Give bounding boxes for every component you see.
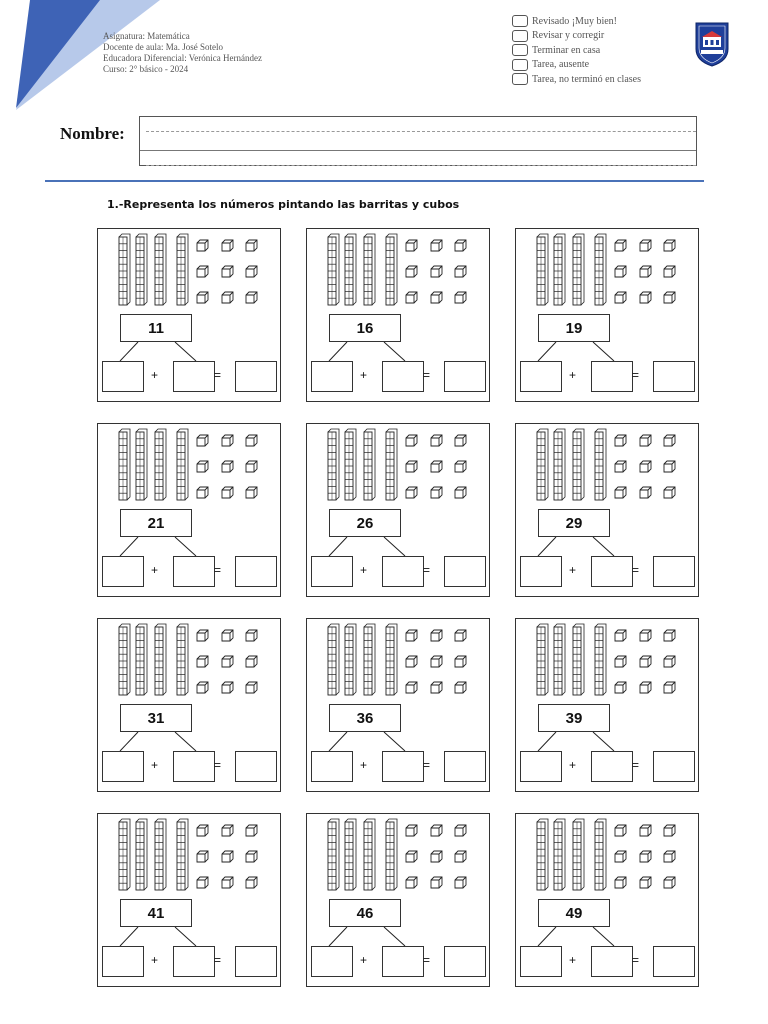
unit-cube[interactable] xyxy=(406,240,417,251)
unit-cube[interactable] xyxy=(197,487,208,498)
tens-answer-box[interactable] xyxy=(311,751,353,782)
unit-cube[interactable] xyxy=(615,825,626,836)
unit-cube[interactable] xyxy=(222,825,233,836)
special-educator-line: Educadora Diferencial: Verónica Hernández xyxy=(103,53,262,63)
unit-cube[interactable] xyxy=(640,877,651,888)
units-answer-box[interactable] xyxy=(382,751,424,782)
units-answer-box[interactable] xyxy=(173,361,215,392)
unit-cube[interactable] xyxy=(406,825,417,836)
unit-cube[interactable] xyxy=(222,682,233,693)
unit-cube[interactable] xyxy=(197,851,208,862)
plus-sign: + xyxy=(569,368,577,382)
unit-cube[interactable] xyxy=(615,487,626,498)
equals-sign: = xyxy=(423,758,431,772)
exercise-card xyxy=(515,228,699,402)
plus-sign: + xyxy=(151,953,159,967)
unit-cube[interactable] xyxy=(222,461,233,472)
ten-rod[interactable] xyxy=(537,819,548,890)
check-label: Terminar en casa xyxy=(532,44,601,56)
ten-rod[interactable] xyxy=(328,429,339,500)
equals-sign: = xyxy=(632,953,640,967)
review-checklist xyxy=(512,14,641,87)
unit-cube[interactable] xyxy=(664,292,675,303)
ten-rod[interactable] xyxy=(573,429,584,500)
ten-rod[interactable] xyxy=(119,819,130,890)
unit-cube[interactable] xyxy=(222,877,233,888)
school-seal-logo xyxy=(692,19,732,67)
ten-rod[interactable] xyxy=(364,624,375,695)
equals-sign: = xyxy=(632,368,640,382)
unit-cube[interactable] xyxy=(664,825,675,836)
total-answer-box[interactable] xyxy=(653,361,695,392)
base-ten-blocks xyxy=(307,229,491,369)
unit-cube[interactable] xyxy=(197,240,208,251)
equals-sign: = xyxy=(423,563,431,577)
unit-cube[interactable] xyxy=(615,435,626,446)
equals-sign: = xyxy=(214,758,222,772)
tens-answer-box[interactable] xyxy=(520,946,562,977)
equals-sign: = xyxy=(214,563,222,577)
ten-rod[interactable] xyxy=(364,429,375,500)
unit-cube[interactable] xyxy=(246,630,257,641)
target-number: 36 xyxy=(329,704,401,732)
unit-cube[interactable] xyxy=(431,461,442,472)
ten-rod[interactable] xyxy=(136,819,147,890)
total-answer-box[interactable] xyxy=(653,751,695,782)
ten-rod[interactable] xyxy=(119,624,130,695)
ten-rod[interactable] xyxy=(155,234,166,305)
ten-rod[interactable] xyxy=(386,624,397,695)
unit-cube[interactable] xyxy=(615,292,626,303)
unit-cube[interactable] xyxy=(615,630,626,641)
exercise-card xyxy=(97,618,281,792)
tens-answer-box[interactable] xyxy=(102,751,144,782)
unit-cube[interactable] xyxy=(431,825,442,836)
ten-rod[interactable] xyxy=(155,429,166,500)
unit-cube[interactable] xyxy=(664,656,675,667)
tens-answer-box[interactable] xyxy=(311,946,353,977)
total-answer-box[interactable] xyxy=(444,556,486,587)
exercise-card xyxy=(515,423,699,597)
unit-cube[interactable] xyxy=(431,266,442,277)
unit-cube[interactable] xyxy=(455,656,466,667)
plus-sign: + xyxy=(569,563,577,577)
ten-rod[interactable] xyxy=(537,429,548,500)
unit-cube[interactable] xyxy=(197,825,208,836)
unit-cube[interactable] xyxy=(197,682,208,693)
unit-cube[interactable] xyxy=(431,630,442,641)
base-ten-blocks xyxy=(98,424,282,564)
unit-cube[interactable] xyxy=(640,656,651,667)
ten-rod[interactable] xyxy=(386,819,397,890)
ten-rod[interactable] xyxy=(136,234,147,305)
units-answer-box[interactable] xyxy=(591,556,633,587)
exercise-card xyxy=(97,423,281,597)
unit-cube[interactable] xyxy=(615,240,626,251)
unit-cube[interactable] xyxy=(455,266,466,277)
ten-rod[interactable] xyxy=(328,819,339,890)
base-ten-blocks xyxy=(98,619,282,759)
unit-cube[interactable] xyxy=(246,240,257,251)
unit-cube[interactable] xyxy=(222,487,233,498)
unit-cube[interactable] xyxy=(664,487,675,498)
checkbox[interactable] xyxy=(512,15,528,27)
units-answer-box[interactable] xyxy=(173,946,215,977)
unit-cube[interactable] xyxy=(246,851,257,862)
unit-cube[interactable] xyxy=(431,877,442,888)
base-ten-blocks xyxy=(98,229,282,369)
unit-cube[interactable] xyxy=(246,877,257,888)
tens-answer-box[interactable] xyxy=(311,556,353,587)
units-answer-box[interactable] xyxy=(382,361,424,392)
unit-cube[interactable] xyxy=(406,292,417,303)
unit-cube[interactable] xyxy=(197,435,208,446)
unit-cube[interactable] xyxy=(246,435,257,446)
base-ten-blocks xyxy=(98,814,282,954)
ten-rod[interactable] xyxy=(119,234,130,305)
unit-cube[interactable] xyxy=(640,682,651,693)
total-answer-box[interactable] xyxy=(235,946,277,977)
total-answer-box[interactable] xyxy=(444,361,486,392)
base-ten-blocks xyxy=(516,424,700,564)
tens-answer-box[interactable] xyxy=(311,361,353,392)
unit-cube[interactable] xyxy=(640,435,651,446)
unit-cube[interactable] xyxy=(664,435,675,446)
equals-sign: = xyxy=(423,953,431,967)
ten-rod[interactable] xyxy=(136,624,147,695)
plus-sign: + xyxy=(360,758,368,772)
plus-sign: + xyxy=(569,758,577,772)
unit-cube[interactable] xyxy=(455,292,466,303)
checkbox[interactable] xyxy=(512,44,528,56)
unit-cube[interactable] xyxy=(431,851,442,862)
units-answer-box[interactable] xyxy=(173,751,215,782)
check-label: Tarea, ausente xyxy=(532,59,590,71)
target-number: 21 xyxy=(120,509,192,537)
target-number: 46 xyxy=(329,899,401,927)
total-answer-box[interactable] xyxy=(235,751,277,782)
unit-cube[interactable] xyxy=(615,851,626,862)
ten-rod[interactable] xyxy=(573,234,584,305)
ten-rod[interactable] xyxy=(573,624,584,695)
unit-cube[interactable] xyxy=(431,682,442,693)
unit-cube[interactable] xyxy=(640,851,651,862)
target-number: 29 xyxy=(538,509,610,537)
exercise-card xyxy=(97,813,281,987)
total-answer-box[interactable] xyxy=(653,556,695,587)
plus-sign: + xyxy=(360,563,368,577)
unit-cube[interactable] xyxy=(455,825,466,836)
check-item xyxy=(512,58,641,73)
unit-cube[interactable] xyxy=(406,487,417,498)
ten-rod[interactable] xyxy=(136,429,147,500)
ten-rod[interactable] xyxy=(155,624,166,695)
unit-cube[interactable] xyxy=(406,656,417,667)
unit-cube[interactable] xyxy=(455,682,466,693)
unit-cube[interactable] xyxy=(222,851,233,862)
unit-cube[interactable] xyxy=(640,240,651,251)
check-item xyxy=(512,43,641,58)
equals-sign: = xyxy=(632,758,640,772)
check-item xyxy=(512,14,641,29)
check-label: Revisar y corregir xyxy=(532,30,605,42)
unit-cube[interactable] xyxy=(246,292,257,303)
ten-rod[interactable] xyxy=(177,429,188,500)
tens-answer-box[interactable] xyxy=(520,361,562,392)
exercise-card xyxy=(306,813,490,987)
unit-cube[interactable] xyxy=(431,487,442,498)
total-answer-box[interactable] xyxy=(653,946,695,977)
unit-cube[interactable] xyxy=(664,851,675,862)
ten-rod[interactable] xyxy=(345,624,356,695)
total-answer-box[interactable] xyxy=(235,556,277,587)
unit-cube[interactable] xyxy=(197,461,208,472)
ten-rod[interactable] xyxy=(155,819,166,890)
total-answer-box[interactable] xyxy=(444,751,486,782)
unit-cube[interactable] xyxy=(406,266,417,277)
ten-rod[interactable] xyxy=(537,624,548,695)
unit-cube[interactable] xyxy=(406,877,417,888)
plus-sign: + xyxy=(151,563,159,577)
unit-cube[interactable] xyxy=(640,292,651,303)
exercise-card xyxy=(306,423,490,597)
target-number: 26 xyxy=(329,509,401,537)
ten-rod[interactable] xyxy=(554,624,565,695)
unit-cube[interactable] xyxy=(406,461,417,472)
tens-answer-box[interactable] xyxy=(102,946,144,977)
units-answer-box[interactable] xyxy=(382,946,424,977)
plus-sign: + xyxy=(151,368,159,382)
base-ten-blocks xyxy=(516,229,700,369)
ten-rod[interactable] xyxy=(595,429,606,500)
unit-cube[interactable] xyxy=(431,292,442,303)
unit-cube[interactable] xyxy=(431,240,442,251)
tens-answer-box[interactable] xyxy=(102,361,144,392)
target-number: 16 xyxy=(329,314,401,342)
ten-rod[interactable] xyxy=(177,234,188,305)
ten-rod[interactable] xyxy=(364,819,375,890)
ten-rod[interactable] xyxy=(364,234,375,305)
ten-rod[interactable] xyxy=(328,624,339,695)
tens-answer-box[interactable] xyxy=(520,751,562,782)
ten-rod[interactable] xyxy=(595,819,606,890)
unit-cube[interactable] xyxy=(431,435,442,446)
unit-cube[interactable] xyxy=(615,266,626,277)
units-answer-box[interactable] xyxy=(591,946,633,977)
base-ten-blocks xyxy=(307,619,491,759)
unit-cube[interactable] xyxy=(222,266,233,277)
exercise-card xyxy=(97,228,281,402)
equals-sign: = xyxy=(214,368,222,382)
unit-cube[interactable] xyxy=(455,461,466,472)
target-number: 49 xyxy=(538,899,610,927)
unit-cube[interactable] xyxy=(406,435,417,446)
ten-rod[interactable] xyxy=(345,429,356,500)
unit-cube[interactable] xyxy=(431,656,442,667)
target-number: 31 xyxy=(120,704,192,732)
units-answer-box[interactable] xyxy=(591,361,633,392)
unit-cube[interactable] xyxy=(406,851,417,862)
unit-cube[interactable] xyxy=(455,435,466,446)
unit-cube[interactable] xyxy=(455,851,466,862)
plus-sign: + xyxy=(569,953,577,967)
exercise-card xyxy=(515,813,699,987)
ten-rod[interactable] xyxy=(554,234,565,305)
unit-cube[interactable] xyxy=(455,487,466,498)
unit-cube[interactable] xyxy=(664,266,675,277)
ten-rod[interactable] xyxy=(573,819,584,890)
target-number: 39 xyxy=(538,704,610,732)
unit-cube[interactable] xyxy=(197,630,208,641)
units-answer-box[interactable] xyxy=(173,556,215,587)
unit-cube[interactable] xyxy=(246,682,257,693)
unit-cube[interactable] xyxy=(246,825,257,836)
checkbox[interactable] xyxy=(512,30,528,42)
tens-answer-box[interactable] xyxy=(520,556,562,587)
ten-rod[interactable] xyxy=(177,819,188,890)
unit-cube[interactable] xyxy=(197,656,208,667)
base-ten-blocks xyxy=(307,814,491,954)
base-ten-blocks xyxy=(307,424,491,564)
ten-rod[interactable] xyxy=(554,819,565,890)
unit-cube[interactable] xyxy=(640,630,651,641)
unit-cube[interactable] xyxy=(664,461,675,472)
equals-sign: = xyxy=(632,563,640,577)
unit-cube[interactable] xyxy=(615,877,626,888)
tens-answer-box[interactable] xyxy=(102,556,144,587)
ten-rod[interactable] xyxy=(595,234,606,305)
unit-cube[interactable] xyxy=(197,266,208,277)
unit-cube[interactable] xyxy=(455,877,466,888)
unit-cube[interactable] xyxy=(615,682,626,693)
unit-cube[interactable] xyxy=(615,656,626,667)
base-ten-blocks xyxy=(516,814,700,954)
unit-cube[interactable] xyxy=(222,435,233,446)
unit-cube[interactable] xyxy=(640,825,651,836)
instruction-text: 1.-Representa los números pintando las barritas y cubos xyxy=(107,198,460,211)
unit-cube[interactable] xyxy=(664,630,675,641)
unit-cube[interactable] xyxy=(664,240,675,251)
subject-line: Asignatura: Matemática xyxy=(103,31,190,41)
base-ten-blocks xyxy=(516,619,700,759)
name-label: Nombre: xyxy=(60,124,125,143)
ten-rod[interactable] xyxy=(595,624,606,695)
target-number: 11 xyxy=(120,314,192,342)
name-field[interactable] xyxy=(139,116,697,166)
unit-cube[interactable] xyxy=(222,630,233,641)
equals-sign: = xyxy=(214,953,222,967)
unit-cube[interactable] xyxy=(222,240,233,251)
target-number: 19 xyxy=(538,314,610,342)
ten-rod[interactable] xyxy=(177,624,188,695)
exercise-card xyxy=(515,618,699,792)
separator-line xyxy=(45,180,704,182)
unit-cube[interactable] xyxy=(640,266,651,277)
total-answer-box[interactable] xyxy=(444,946,486,977)
plus-sign: + xyxy=(360,368,368,382)
target-number: 41 xyxy=(120,899,192,927)
unit-cube[interactable] xyxy=(222,292,233,303)
teacher-line: Docente de aula: Ma. José Sotelo xyxy=(103,42,223,52)
header-info xyxy=(103,31,262,75)
ten-rod[interactable] xyxy=(345,234,356,305)
ten-rod[interactable] xyxy=(554,429,565,500)
unit-cube[interactable] xyxy=(246,656,257,667)
unit-cube[interactable] xyxy=(455,240,466,251)
ten-rod[interactable] xyxy=(386,429,397,500)
units-answer-box[interactable] xyxy=(382,556,424,587)
unit-cube[interactable] xyxy=(664,682,675,693)
units-answer-box[interactable] xyxy=(591,751,633,782)
unit-cube[interactable] xyxy=(455,630,466,641)
check-item xyxy=(512,29,641,44)
ten-rod[interactable] xyxy=(345,819,356,890)
ten-rod[interactable] xyxy=(537,234,548,305)
unit-cube[interactable] xyxy=(615,461,626,472)
plus-sign: + xyxy=(151,758,159,772)
unit-cube[interactable] xyxy=(246,266,257,277)
exercise-card xyxy=(306,228,490,402)
unit-cube[interactable] xyxy=(222,656,233,667)
unit-cube[interactable] xyxy=(246,461,257,472)
ten-rod[interactable] xyxy=(386,234,397,305)
check-label: Revisado ¡Muy bien! xyxy=(532,15,617,27)
unit-cube[interactable] xyxy=(246,487,257,498)
unit-cube[interactable] xyxy=(406,682,417,693)
checkbox[interactable] xyxy=(512,73,528,85)
unit-cube[interactable] xyxy=(640,461,651,472)
ten-rod[interactable] xyxy=(328,234,339,305)
equals-sign: = xyxy=(423,368,431,382)
check-label: Tarea, no terminó en clases xyxy=(532,73,641,85)
unit-cube[interactable] xyxy=(197,877,208,888)
unit-cube[interactable] xyxy=(197,292,208,303)
course-line: Curso: 2° básico - 2024 xyxy=(103,64,189,74)
unit-cube[interactable] xyxy=(640,487,651,498)
total-answer-box[interactable] xyxy=(235,361,277,392)
check-item xyxy=(512,72,641,87)
checkbox[interactable] xyxy=(512,59,528,71)
exercise-card xyxy=(306,618,490,792)
unit-cube[interactable] xyxy=(406,630,417,641)
ten-rod[interactable] xyxy=(119,429,130,500)
unit-cube[interactable] xyxy=(664,877,675,888)
plus-sign: + xyxy=(360,953,368,967)
